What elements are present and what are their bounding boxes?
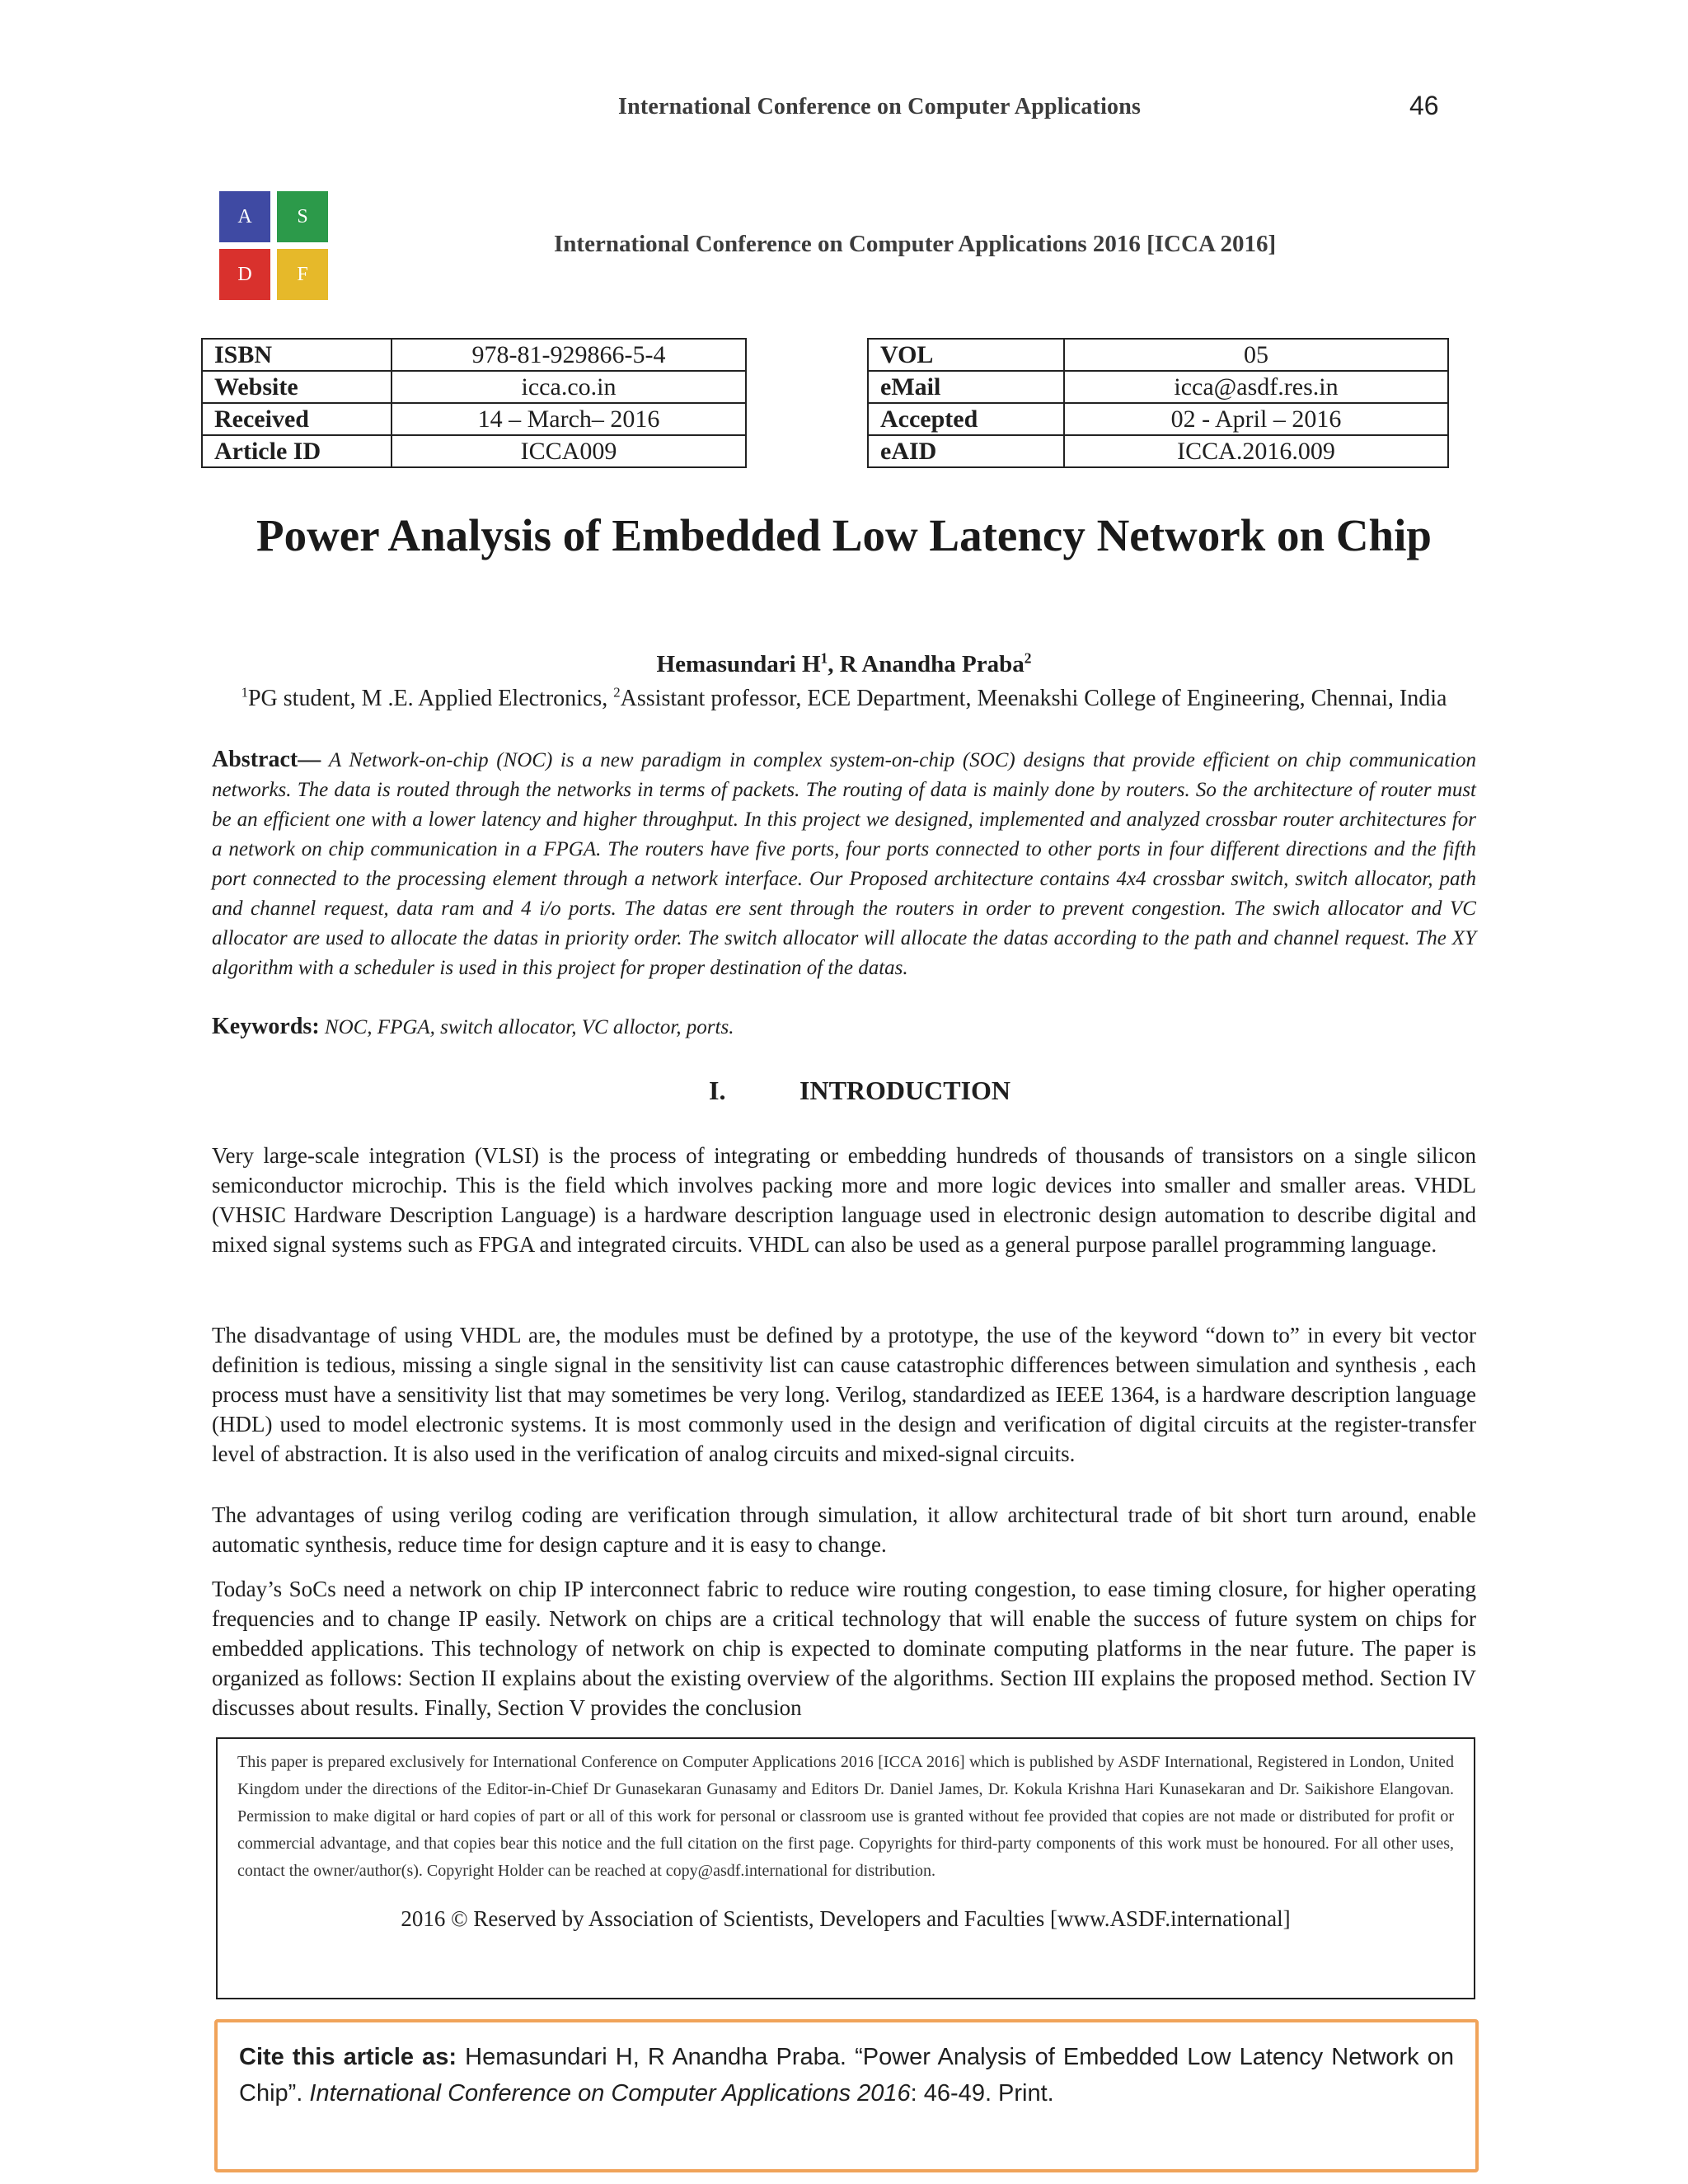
citation-text: Hemasundari H, R Anandha Praba. “Power Analysis of Embedded Low Latency Network on Chip”. bbox=[239, 2044, 1454, 2107]
table-row bbox=[868, 339, 1448, 371]
citation-venue: International Conference on Computer Applications 2016 bbox=[309, 2080, 911, 2107]
author-name: R Anandha Praba bbox=[839, 651, 1025, 677]
citation-box bbox=[214, 2019, 1479, 2172]
info-value: icca@asdf.res.in bbox=[1064, 371, 1448, 403]
table-row bbox=[202, 371, 746, 403]
body-paragraph: The advantages of using verilog coding are verification through simulation, it allow architectural trade of bit short turn around, enable automatic synthesis, reduce time for design capture and it is easy to change. bbox=[212, 1502, 1476, 1557]
info-value: 14 – March– 2016 bbox=[392, 403, 746, 435]
table-row bbox=[868, 403, 1448, 435]
running-header-title: International Conference on Computer Applications bbox=[618, 94, 1142, 120]
body-paragraph: Today’s SoCs need a network on chip IP interconnect fabric to reduce wire routing congestion, to ease timing closure, for higher operating frequencies and to change IP easily. Network on chips are a critical technology that will enable the success of future system on chips for embedded applications. This technology of network on chip is expected to dominate computing platforms in the near future. The paper is organized as follows: Section II explains about the existing overview of the algorithms. Section III explains the proposed method. Section IV discusses about results. Finally, Section V provides the conclusion bbox=[212, 1577, 1476, 1720]
info-value: 978-81-929866-5-4 bbox=[392, 339, 746, 371]
paper-title: Power Analysis of Embedded Low Latency Network on Chip bbox=[256, 510, 1432, 560]
author-line bbox=[148, 651, 1540, 678]
table-row bbox=[202, 339, 746, 371]
conference-line: International Conference on Computer Applications 2016 [ICCA 2016] bbox=[554, 231, 1277, 257]
citation-label: Cite this article as: bbox=[239, 2044, 457, 2070]
body-paragraph: Very large-scale integration (VLSI) is the process of integrating or embedding hundreds of thousands of transistors on a single silicon semiconductor microchip. This is the field which involves packing more and more logic devices into smaller and smaller areas. VHDL (VHSIC Hardware Description Language) is a hardware description language used in electronic design automation to describe digital and mixed signal systems such as FPGA and integrated circuits. VHDL can also be used as a general purpose parallel programming language. bbox=[212, 1143, 1476, 1257]
logo-tile-d: D bbox=[219, 249, 270, 300]
keywords bbox=[212, 1014, 1476, 1040]
logo-tile-a: A bbox=[219, 191, 270, 242]
section-number: I. bbox=[709, 1076, 726, 1105]
info-value: ICCA.2016.009 bbox=[1064, 435, 1448, 467]
table-row bbox=[202, 435, 746, 467]
keywords-label: Keywords: bbox=[212, 1014, 320, 1039]
copyright-line: 2016 © Reserved by Association of Scientists, Developers and Faculties [www.ASDF.international] bbox=[401, 1906, 1291, 1931]
logo-tile-s: S bbox=[277, 191, 328, 242]
keywords-text: NOC, FPGA, switch allocator, VC alloctor, ports. bbox=[324, 1016, 734, 1038]
info-value: ICCA009 bbox=[392, 435, 746, 467]
section-title: INTRODUCTION bbox=[799, 1076, 1011, 1105]
author-name: Hemasundari H bbox=[656, 651, 821, 677]
affiliation-superscript: 1 bbox=[241, 684, 248, 701]
citation-pages: : 46-49. Print. bbox=[910, 2080, 1054, 2107]
abstract-text: A Network-on-chip (NOC) is a new paradigm in complex system-on-chip (SOC) designs that provide efficient on chip communication networks. The data is routed through the networks in terms of packets. The routing of data is mainly done by routers. So the architecture of router must be an efficient one with a lower latency and higher throughput. In this project we designed, implemented and analyzed crossbar router architectures for a network on chip communication in a FPGA. The routers have five ports, four ports connected to other ports in four different directions and the fifth port connected to the processing element through a network interface. Our Proposed architecture contains 4x4 crossbar switch, switch allocator, path and channel request, data ram and 4 i/o ports. The datas ere sent through the routers in order to prevent congestion. The swich allocator and VC allocator are used to allocate the datas in priority order. The switch allocator will allocate the datas according to the path and channel request. The XY algorithm with a scheduler is used in this project for proper destination of the datas. bbox=[212, 749, 1476, 979]
info-label: Article ID bbox=[202, 435, 392, 467]
info-label: Accepted bbox=[868, 403, 1064, 435]
abstract bbox=[212, 745, 1476, 983]
abstract-label: Abstract— bbox=[212, 747, 321, 772]
article-info-table-left bbox=[201, 338, 747, 468]
page-number: 46 bbox=[1409, 91, 1439, 120]
body-paragraph: The disadvantage of using VHDL are, the modules must be defined by a prototype, the use of the keyword “down to” in every bit vector definition is tedious, missing a single signal in the sensitivity list can cause catastrophic differences between simulation and synthesis , each process must have a sensitivity list that may sometimes be very long. Verilog, standardized as IEEE 1364, is a hardware description language (HDL) used to model electronic systems. It is most commonly used in the design and verification of digital circuits at the register-transfer level of abstraction. It is also used in the verification of analog circuits and mixed-signal circuits. bbox=[212, 1323, 1476, 1466]
author-superscript: 1 bbox=[820, 649, 828, 667]
info-label: eAID bbox=[868, 435, 1064, 467]
table-row bbox=[868, 371, 1448, 403]
affiliation-superscript: 2 bbox=[613, 684, 621, 701]
info-value: icca.co.in bbox=[392, 371, 746, 403]
section-heading bbox=[709, 1076, 1010, 1106]
info-label: Website bbox=[202, 371, 392, 403]
info-label: VOL bbox=[868, 339, 1064, 371]
affiliation-line bbox=[148, 686, 1540, 712]
info-value: 02 - April – 2016 bbox=[1064, 403, 1448, 435]
affiliation-text: Assistant professor, ECE Department, Meenakshi College of Engineering, Chennai, India bbox=[620, 686, 1447, 711]
info-value: 05 bbox=[1064, 339, 1448, 371]
logo-tile-f: F bbox=[277, 249, 328, 300]
article-info-table-right bbox=[867, 338, 1449, 468]
table-row bbox=[202, 403, 746, 435]
info-label: ISBN bbox=[202, 339, 392, 371]
info-label: Received bbox=[202, 403, 392, 435]
affiliation-text: PG student, M .E. Applied Electronics, bbox=[247, 686, 614, 711]
copyright-notice-text: This paper is prepared exclusively for International Conference on Computer Applications 2016 [ICCA 2016] which is published by ASDF International, Registered in London, United Kingdom under the directions of the Editor-in-Chief Dr Gunasekaran Gunasamy and Editors Dr. Daniel James, Dr. Kokula Krishna Hari Kunasekaran and Dr. Saikishore Elangovan. Permission to make digital or hard copies of part or all of this work for personal or classroom use is granted without fee provided that copies are not made or distributed for profit or commercial advantage, and that copies bear this notice and the full citation on the first page. Copyrights for third-party components of this work must be honoured. For all other uses, contact the owner/author(s). Copyright Holder can be reached at copy@asdf.international for distribution. bbox=[237, 1753, 1454, 1880]
table-row bbox=[868, 435, 1448, 467]
author-separator: , bbox=[828, 651, 840, 677]
copyright-notice-box bbox=[216, 1737, 1475, 1999]
author-superscript: 2 bbox=[1024, 649, 1032, 667]
info-label: eMail bbox=[868, 371, 1064, 403]
asdf-logo bbox=[219, 191, 328, 300]
